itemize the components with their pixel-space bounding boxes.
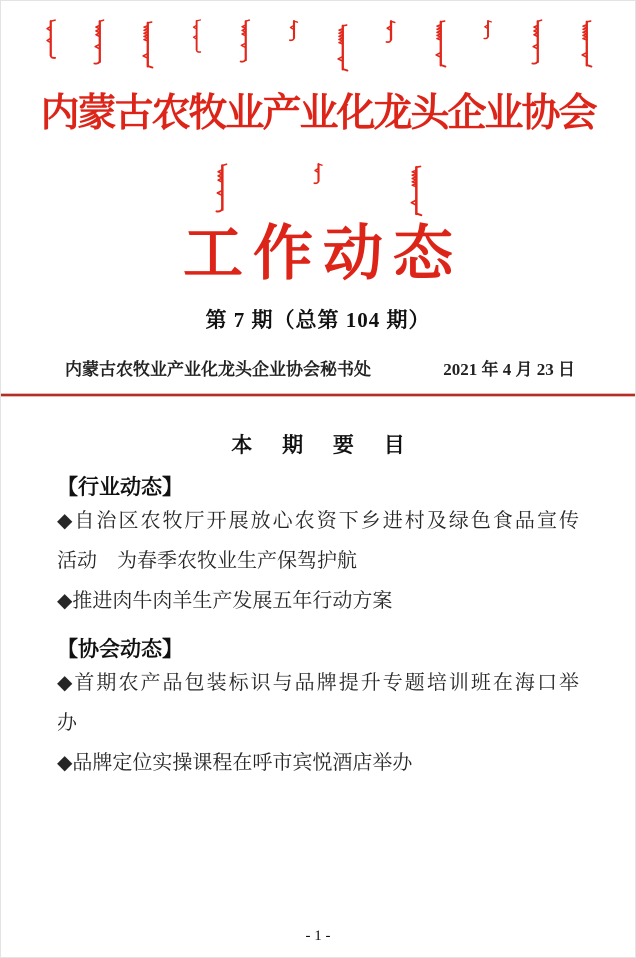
mongolian-script-top-row [1,1,635,81]
mongolian-word-icon [481,19,495,41]
page-number: - 1 - [305,928,331,944]
toc-heading: 本 期 要 目 [231,433,417,457]
toc-item-line: ◆首期农产品包装标识与品牌提升专题培训班在海口举 [57,671,579,694]
mongolian-word-icon [311,162,326,186]
mongolian-word-icon [189,19,203,53]
toc-item-line: ◆自治区农牧厅开展放心农资下乡进村及绿色食品宣传 [57,509,579,532]
section-title: 【协会动态】 [57,637,183,661]
page-footer [1,928,635,945]
mongolian-word-icon [384,19,398,45]
masthead [1,1,635,380]
mongolian-word-icon [238,19,252,63]
mongolian-word-icon [433,19,447,69]
mongolian-word-icon [530,19,544,65]
toc-item-line: 办 [57,711,77,734]
publication-date: 2021 年 4 月 23 日 [443,359,575,379]
table-of-contents [1,433,635,783]
section-title: 【行业动态】 [57,475,183,499]
issue-number: 第 7 期（总第 104 期） [205,307,431,332]
mongolian-word-icon [43,19,57,59]
mongolian-word-icon [579,19,593,69]
mongolian-word-icon [140,19,154,71]
toc-item-line: ◆品牌定位实操课程在呼市宾悦酒店举办 [57,751,413,774]
publication-info-row [1,355,635,380]
toc-section-association [57,637,579,783]
divider-rule [1,393,635,397]
toc-item-line: ◆推进肉牛肉羊生产发展五年行动方案 [57,589,393,612]
mongolian-word-icon [287,19,301,43]
bulletin-title: 工作动态 [183,220,463,287]
toc-item-line: 活动 为春季农牧业生产保驾护航 [57,549,357,572]
organization-title: 内蒙古农牧业产业化龙头企业协会 [40,92,596,135]
toc-section-industry [57,475,579,621]
mongolian-word-icon [335,19,349,77]
mongolian-word-icon [92,19,106,65]
mongolian-script-mid-row [1,162,635,222]
mongolian-word-icon [408,162,423,220]
publisher: 内蒙古农牧业产业化龙头企业协会秘书处 [65,359,371,379]
mongolian-word-icon [214,162,229,214]
